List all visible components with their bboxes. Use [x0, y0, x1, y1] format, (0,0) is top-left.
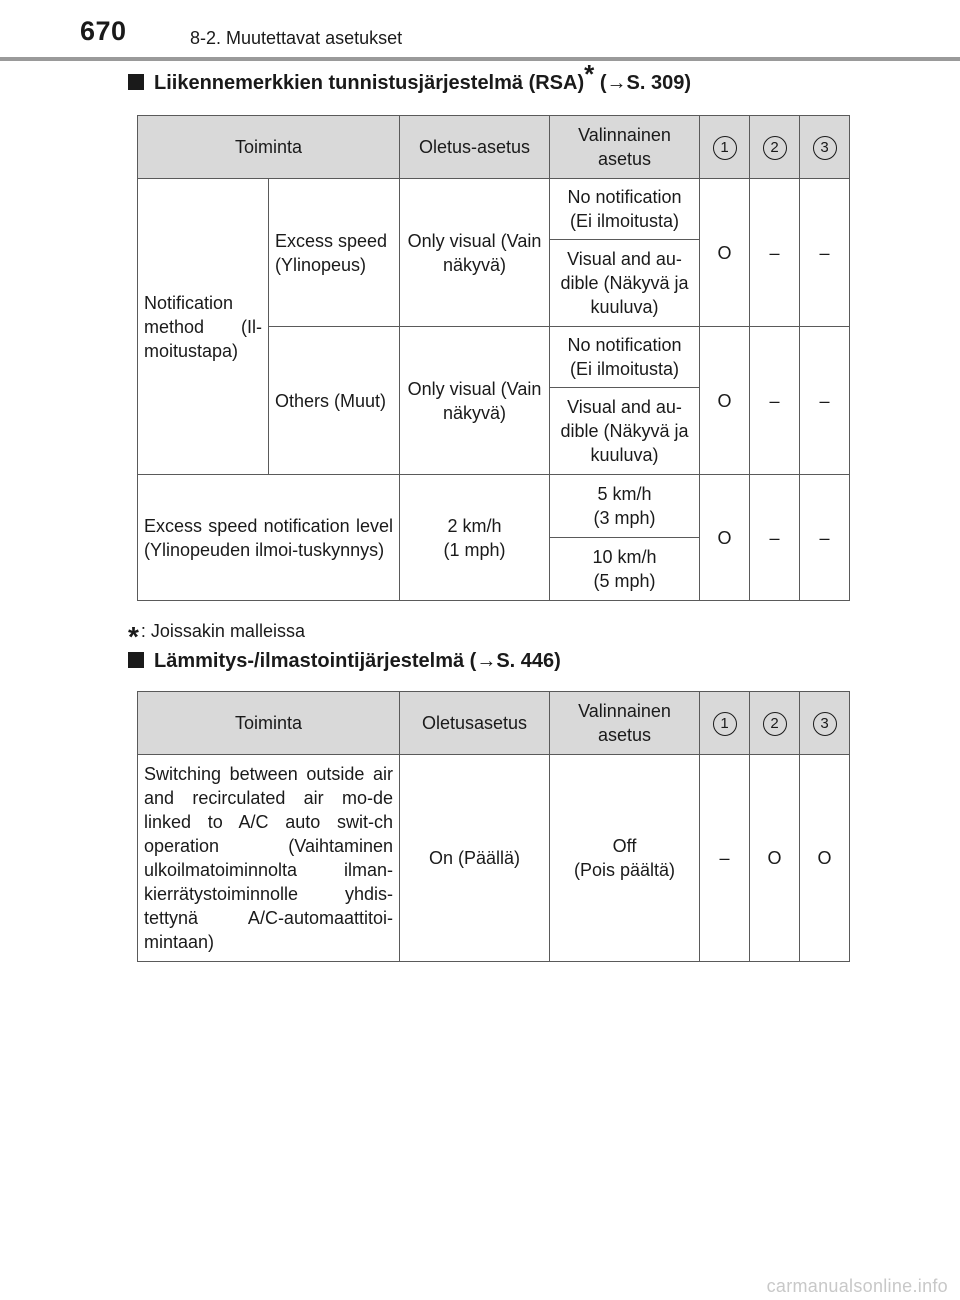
site-watermark: carmanualsonline.info: [766, 1276, 948, 1296]
square-bullet-icon: [128, 74, 144, 90]
mark-cell-1: –: [700, 755, 750, 962]
notification-method-cell: Notification method (Il-moitustapa): [138, 179, 269, 475]
header-col-2: [750, 692, 800, 755]
option-cell: Visual and au-dible (Näkyvä ja kuuluva): [550, 240, 700, 327]
default-cell: Only visual (Vain näkyvä): [400, 179, 550, 327]
mark-cell-1: O: [700, 179, 750, 327]
table-row: [138, 475, 850, 538]
default-cell: Only visual (Vain näkyvä): [400, 327, 550, 475]
asterisk-mark: *: [584, 59, 595, 90]
header-default: Oletusasetus: [400, 692, 550, 755]
option-cell: Visual and au-dible (Näkyvä ja kuuluva): [550, 388, 700, 475]
header-default: Oletus-asetus: [400, 116, 550, 179]
default-cell: [400, 475, 550, 601]
circled-1-icon: 1: [713, 136, 737, 160]
mark-cell-2: O: [750, 755, 800, 962]
mark-cell-1: O: [700, 475, 750, 601]
asterisk-mark: *: [128, 621, 139, 652]
table-row: [138, 755, 850, 962]
section-heading-rsa: [128, 59, 691, 95]
page-reference-link[interactable]: S. 309): [626, 72, 691, 94]
option-cell: [550, 755, 700, 962]
option-value-mph: (5 mph): [593, 571, 656, 591]
function-cell: Switching between outside air and recirculated air mo-de linked to A/C auto swit-ch operation (Vaihtaminen ulkoilmatoiminnolta ilman-kierrätystoiminnolle yhdis-tettynä A/C-automaattitoi-mintaan): [138, 755, 400, 962]
header-optional: Valinnainen asetus: [550, 116, 700, 179]
option-cell: [550, 538, 700, 601]
rsa-settings-table: [137, 115, 850, 601]
mark-cell-3: O: [800, 755, 850, 962]
default-value-mph: (1 mph): [443, 539, 506, 560]
mark-cell-2: –: [750, 327, 800, 475]
option-value: 10 km/h: [592, 547, 657, 567]
option-value: Off: [612, 836, 637, 856]
default-value: 2 km/h: [447, 515, 502, 536]
option-cell: No notification (Ei ilmoitusta): [550, 327, 700, 388]
header-col-1: [700, 692, 750, 755]
page-number: 670: [80, 16, 127, 46]
arrow-icon: →: [606, 72, 627, 94]
group-label-cell: Excess speed (Ylinopeus): [269, 179, 400, 327]
footnote: [128, 612, 305, 652]
circled-2-icon: 2: [763, 712, 787, 736]
option-value-mph: (3 mph): [593, 508, 656, 528]
page-header: [0, 0, 960, 62]
circled-3-icon: 3: [813, 712, 837, 736]
table-header-row: [138, 116, 850, 179]
table-row: [138, 179, 850, 240]
mark-cell-3: –: [800, 179, 850, 327]
header-divider: [0, 57, 960, 61]
header-col-3: [800, 116, 850, 179]
option-value-detail: (Pois päältä): [573, 860, 676, 880]
mark-cell-3: –: [800, 475, 850, 601]
mark-cell-1: O: [700, 327, 750, 475]
page-reference-link[interactable]: S. 446): [496, 650, 561, 672]
header-optional: Valinnainen asetus: [550, 692, 700, 755]
mark-cell-3: –: [800, 327, 850, 475]
group-label-cell: Others (Muut): [269, 327, 400, 475]
square-bullet-icon: [128, 652, 144, 668]
mark-cell-2: –: [750, 179, 800, 327]
header-col-2: [750, 116, 800, 179]
option-cell: [550, 475, 700, 538]
circled-2-icon: 2: [763, 136, 787, 160]
option-cell: No notification (Ei ilmoitusta): [550, 179, 700, 240]
chapter-title: 8-2. Muutettavat asetukset: [190, 28, 403, 48]
table-header-row: [138, 692, 850, 755]
default-cell: On (Päällä): [400, 755, 550, 962]
circled-1-icon: 1: [713, 712, 737, 736]
section-title: Liikennemerkkien tunnistusjärjestelmä (RSA): [154, 72, 585, 94]
header-col-1: [700, 116, 750, 179]
section-title: Lämmitys-/ilmastointijärjestelmä: [154, 650, 465, 672]
excess-level-label-cell: Excess speed notification level (Ylinopeuden ilmoi-tuskynnys): [138, 475, 400, 601]
header-toiminta: Toiminta: [138, 116, 400, 179]
ref-paren: (: [599, 72, 607, 94]
footnote-text: : Joissakin malleissa: [140, 621, 305, 641]
header-col-3: [800, 692, 850, 755]
option-value: 5 km/h: [597, 484, 652, 504]
section-heading-climate: [128, 650, 561, 673]
arrow-icon: →: [476, 650, 497, 672]
mark-cell-2: –: [750, 475, 800, 601]
climate-settings-table: [137, 691, 850, 962]
circled-3-icon: 3: [813, 136, 837, 160]
ref-paren: (: [469, 650, 477, 672]
header-toiminta: Toiminta: [138, 692, 400, 755]
